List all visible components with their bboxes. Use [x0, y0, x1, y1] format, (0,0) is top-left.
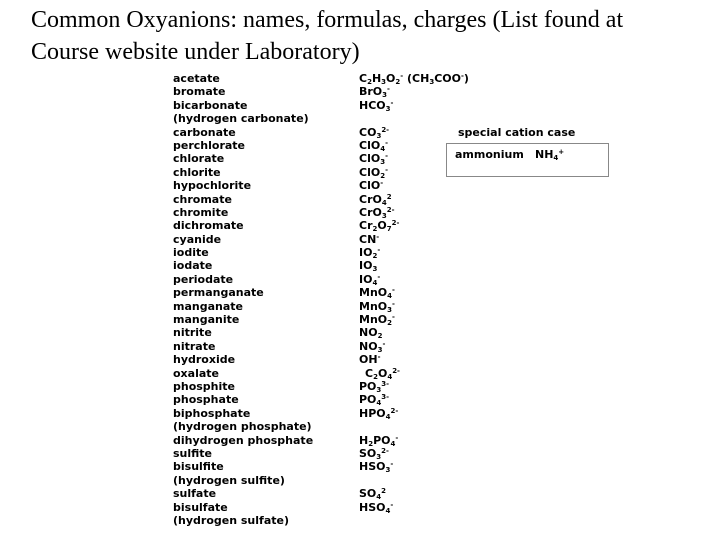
- list-item: [173, 286, 443, 299]
- anion-name: (hydrogen carbonate): [173, 112, 309, 126]
- anion-name: carbonate: [173, 125, 236, 139]
- anion-name: (hydrogen sulfate): [173, 513, 289, 527]
- anion-name: sulfate: [173, 487, 217, 501]
- anion-name: acetate: [173, 72, 220, 85]
- anion-name: manganite: [173, 313, 240, 327]
- list-item: [173, 313, 443, 326]
- list-item: [173, 259, 443, 272]
- anion-formula: $C_2H_3O_2^-$ $(CH_3COO^-)$: [359, 72, 469, 86]
- list-item: [173, 460, 443, 473]
- anion-formula: $SO_3^{2-}$: [359, 446, 389, 461]
- anion-name: hypochlorite: [173, 179, 252, 193]
- anion-formula: $C_2O_4^{2-}$: [365, 366, 400, 381]
- anion-formula: ClO$_3$-: [359, 152, 388, 167]
- anion-name: phosphite: [173, 379, 236, 393]
- anion-formula: $Cr_2O_7^{2-}$: [359, 219, 400, 234]
- special-case-frame: [446, 143, 609, 177]
- anion-name: permanganate: [173, 286, 264, 300]
- list-item: [173, 206, 443, 219]
- anion-formula: $SO_4^2$: [359, 487, 387, 502]
- anion-name: periodate: [173, 272, 234, 286]
- special-case-formula: $NH_4^+$: [535, 148, 565, 162]
- anion-formula: $PO_3^{3-}$: [359, 379, 390, 394]
- anion-name: bicarbonate: [173, 98, 248, 112]
- anion-name: (hydrogen phosphate): [173, 420, 312, 434]
- list-item: [173, 420, 443, 433]
- anion-name: chromate: [173, 192, 232, 206]
- list-item: [173, 487, 443, 500]
- list-item: [173, 219, 443, 232]
- list-item: [173, 193, 443, 206]
- anion-formula: MnO$_4$-: [359, 286, 395, 301]
- anion-name: (hydrogen sulfite): [173, 473, 285, 487]
- list-item: [173, 407, 443, 420]
- list-item: [173, 367, 443, 380]
- anion-formula: $CO_3^{2-}$: [359, 125, 390, 140]
- anion-formula: CN-: [359, 232, 380, 246]
- anion-name: sulfite: [173, 446, 213, 460]
- list-item: [173, 447, 443, 460]
- oxyanion-list: [173, 72, 469, 527]
- anion-name: iodate: [173, 259, 213, 273]
- anion-formula: $HCO_3^-$: [359, 98, 394, 113]
- list-item: [173, 233, 443, 246]
- list-item: [173, 300, 443, 313]
- list-item: [173, 353, 443, 366]
- anion-name: chlorate: [173, 152, 225, 166]
- anion-formula: $HSO_4^-$: [359, 500, 394, 515]
- anion-formula: ClO$_4$-: [359, 138, 388, 153]
- anion-formula: CrO$_3^{2-}$: [359, 205, 395, 220]
- anion-formula: MnO$_2$-: [359, 313, 395, 328]
- anion-name: nitrite: [173, 326, 212, 340]
- anion-formula: $PO_4^{3-}$: [359, 393, 390, 408]
- anion-name: nitrate: [173, 339, 216, 353]
- anion-name: manganate: [173, 299, 243, 313]
- anion-formula: $IO_2^-$: [359, 246, 381, 261]
- page-title: Common Oxyanions: names, formulas, charges (List found at Course website under Laboratory): [31, 7, 624, 65]
- anion-name: bisulfite: [173, 460, 224, 474]
- anion-name: dichromate: [173, 219, 244, 233]
- list-item: [173, 434, 443, 447]
- anion-name: chlorite: [173, 165, 221, 179]
- anion-formula: $H_2PO_4^-$: [359, 433, 399, 448]
- anion-name: hydroxide: [173, 353, 236, 367]
- anion-formula: CrO$_4^2$: [359, 192, 392, 207]
- list-item: [173, 126, 443, 139]
- list-item: [173, 166, 443, 179]
- list-item: [173, 380, 443, 393]
- list-item: [173, 152, 443, 165]
- list-item: [173, 112, 443, 125]
- anion-formula: MnO$_3$-: [359, 299, 395, 314]
- special-case-name: ammonium: [455, 148, 524, 161]
- list-item: [173, 99, 443, 112]
- list-item: [173, 179, 443, 192]
- list-item: [173, 514, 443, 527]
- list-item: [173, 85, 443, 98]
- anion-formula: $IO_4^-$: [359, 272, 381, 287]
- list-item: [173, 326, 443, 339]
- list-item: [173, 246, 443, 259]
- anion-formula: BrO$_3$-: [359, 85, 390, 100]
- anion-formula: ClO-: [359, 179, 384, 193]
- anion-name: iodite: [173, 246, 209, 260]
- anion-name: perchlorate: [173, 138, 246, 152]
- list-item: [173, 273, 443, 286]
- anion-name: chromite: [173, 205, 229, 219]
- anion-name: phosphate: [173, 393, 239, 407]
- list-item: [173, 474, 443, 487]
- anion-formula: $HPO_4^{2-}$: [359, 406, 399, 421]
- list-item: [173, 393, 443, 406]
- anion-formula: $NO_3^-$: [359, 339, 386, 354]
- special-cation-box: [446, 124, 610, 177]
- anion-name: bisulfate: [173, 500, 228, 514]
- anion-name: cyanide: [173, 232, 222, 246]
- anion-formula: $NO_2$: [359, 326, 383, 341]
- anion-name: bromate: [173, 85, 226, 99]
- anion-formula: $HSO_3^-$: [359, 460, 394, 475]
- anion-name: oxalate: [173, 366, 219, 380]
- list-item: [173, 72, 469, 86]
- list-item: [173, 340, 443, 353]
- list-item: [173, 139, 443, 152]
- special-case-heading: special cation case: [458, 126, 576, 139]
- anion-formula: OH-: [359, 353, 381, 367]
- list-item: [173, 501, 443, 514]
- anion-name: dihydrogen phosphate: [173, 433, 314, 447]
- anion-name: biphosphate: [173, 406, 251, 420]
- anion-formula: $IO_3$: [359, 259, 378, 274]
- anion-formula: ClO$_2$-: [359, 165, 388, 180]
